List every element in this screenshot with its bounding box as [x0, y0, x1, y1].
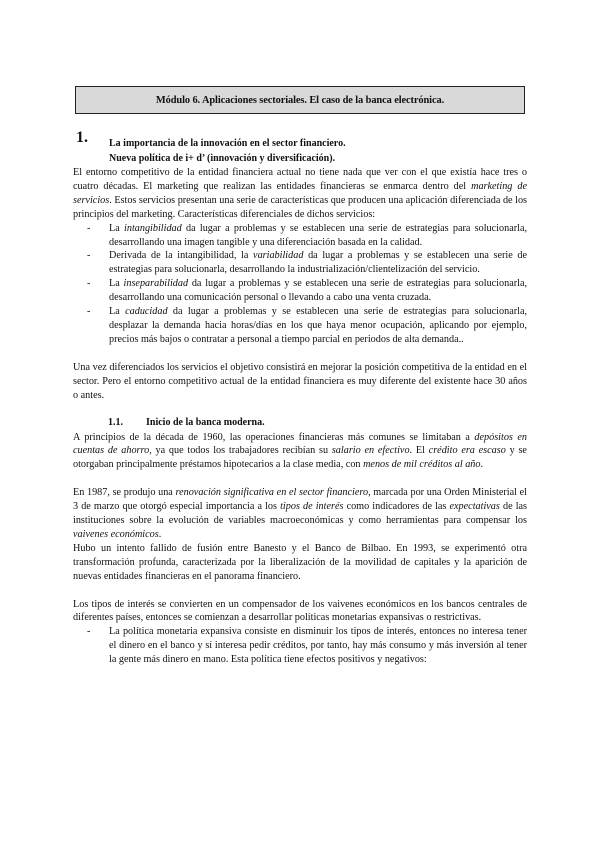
interest-rates-paragraph: Los tipos de interés se convierten en un compensador de los vaivenes económicos en los bancos centrales de diferentes países, entonces se comienzan a desarrollar políticas monetarias expansivas o restrictivas. [73, 598, 527, 624]
emphasis: marketing de servicios [73, 180, 527, 206]
emphasis: vaivenes económicos [73, 528, 159, 540]
emphasis: crédito era escaso [428, 445, 506, 457]
policy-list [73, 625, 527, 667]
text-run: como indicadores de las [343, 501, 450, 513]
text-run: da lugar a problemas y se establecen una serie de estrategias para solucionarla, desarrollando una imagen tangible y una diferenciación basada en la calidad. [109, 222, 528, 248]
emphasis: caducidad [125, 306, 168, 318]
list-item [87, 625, 527, 667]
text-run: da lugar a problemas y se establecen una serie de estrategias para solucionarla, desarrollando una comunicación personal o llevando a cabo una venta cruzada. [109, 278, 528, 304]
subsection-number: 1.1. [108, 416, 123, 428]
text-run: La [109, 222, 125, 234]
text-run: . Estos servicios presentan una serie de características que producen una aplicación diferenciada de los principios del marketing. Características diferenciales de dichos servicios: [73, 194, 528, 220]
emphasis: variabilidad [253, 250, 304, 262]
list-item [87, 222, 528, 250]
text-run: y se otorgaban principalmente préstamos hipotecarios a la clase media, con [73, 445, 527, 471]
subsection-title: Inicio de la banca moderna. [146, 416, 265, 428]
text-run: Derivada de la intangibilidad, la [109, 250, 254, 262]
dash-bullet: - [87, 626, 91, 638]
merger-paragraph: Hubo un intento fallido de fusión entre Banesto y el Banco de Bilbao. En 1993, se experimentó otra transformación profunda, caracterizada por la liberalización de la movilidad de capitales y la aparición de nuevas entidades financieras en el panorama financiero. [73, 542, 527, 582]
emphasis: depósitos en cuentas de ahorro [73, 431, 527, 457]
text-run: . El [409, 445, 429, 457]
emphasis: expectativas [449, 501, 500, 513]
intro-paragraph [73, 166, 527, 222]
module-title: Módulo 6. Aplicaciones sectoriales. El caso de la banca electrónica. [155, 94, 445, 106]
text-run: La política monetaria expansiva consiste en disminuir los tipos de interés, entonces no interesa tener el dinero en el banco y sí interesa pedir créditos, por tanto, hay más consumo y más inversión al tener la gente más dinero en mano. Esta política tiene efectos positivos y negativos: [109, 626, 527, 666]
text-run: La [109, 278, 124, 290]
list-item [87, 249, 527, 277]
dash-bullet: - [87, 250, 91, 262]
emphasis: salario en efectivo [331, 445, 410, 457]
text-run: . [480, 459, 484, 471]
emphasis: menos de mil créditos al año [363, 459, 481, 471]
text-run: de las instituciones sobre la evolución de variables macroeconómicas y como herramientas para compensar los [73, 501, 528, 527]
emphasis: tipos de interés [280, 501, 344, 513]
text-run: da lugar a problemas y se establecen una serie de estrategias para solucionarla, desplazar la demanda hacia horas/días en los que haya menor ocupación, aplicando por ejemplo, precios más bajos o contratar a personal a tiempo parcial en periodos de alta demanda.. [109, 306, 528, 345]
list-item [87, 277, 528, 305]
renovation-paragraph [73, 486, 527, 542]
dash-bullet: - [87, 306, 91, 318]
text-run: La [109, 306, 126, 318]
section-subtitle: Nueva política de i+ d’ (innovación y diversificación). [109, 153, 336, 164]
document-body [73, 129, 528, 667]
section-number: 1. [76, 129, 88, 146]
characteristics-list [73, 222, 527, 347]
emphasis: intangibilidad [124, 222, 182, 234]
text-run: da lugar a problemas y se establecen una serie de estrategias para solucionarla, desarrollando la industrialización/clientelización del servicio. [109, 250, 527, 276]
section-1-heading [73, 129, 527, 151]
list-item [87, 305, 528, 347]
text-run: , marcada por una Orden Ministerial el 3 de marzo que otorgó especial importancia a los [73, 487, 527, 513]
emphasis: renovación significativa en el sector financiero [175, 487, 369, 499]
history-paragraph [73, 431, 527, 473]
text-run: , ya que todos los trabajadores recibían su [149, 445, 332, 457]
text-run: En 1987, se produjo una [73, 487, 176, 499]
module-title-box [75, 86, 525, 114]
text-run: . [158, 528, 162, 540]
dash-bullet: - [87, 278, 91, 290]
text-run: El entorno competitivo de la entidad financiera actual no tiene nada que ver con el que existía hace tres o cuatro décadas. El marketing que realizan las entidades financieras se enmarca dentro del [73, 167, 527, 192]
dash-bullet: - [87, 222, 91, 234]
section-title: La importancia de la innovación en el sector financiero. [109, 138, 346, 149]
emphasis: inseparabilidad [123, 278, 189, 290]
summary-paragraph: Una vez diferenciados los servicios el objetivo consistirá en mejorar la posición competitiva de la entidad en el sector. Pero el entorno competitivo actual de la entidad financiera es muy diferente del existente hace 30 años o antes. [73, 361, 527, 401]
text-run: A principios de la década de 1960, las operaciones financieras más comunes se limitaban a [73, 431, 475, 443]
section-1-1-heading [73, 415, 527, 431]
